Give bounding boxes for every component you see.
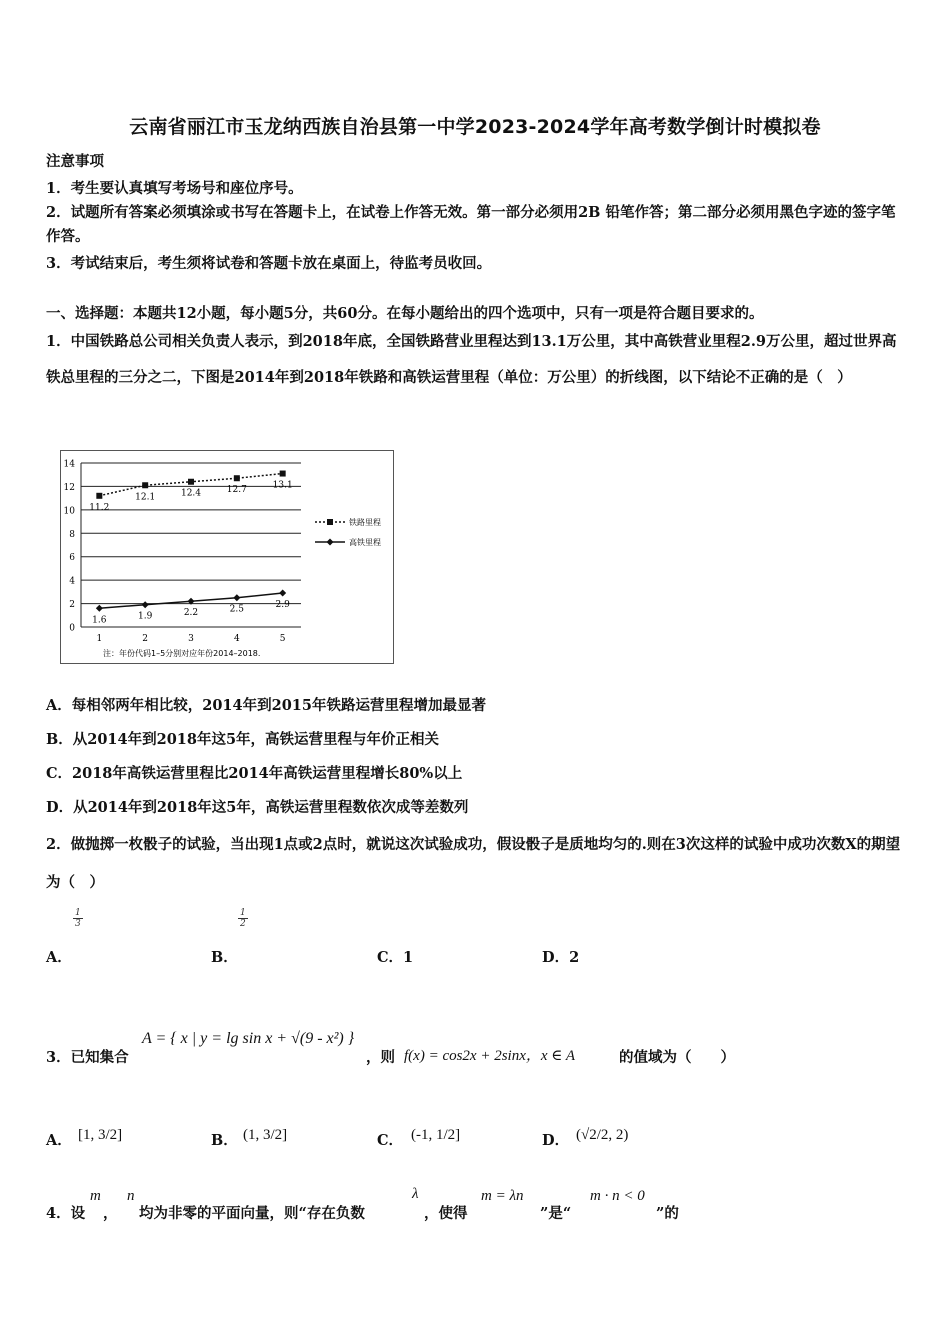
railway-point [188,479,194,485]
q3-function: f(x) = cos2x + 2sinx，x ∈ A [404,1048,576,1064]
section-heading: 一、选择题：本题共12小题，每小题5分，共60分。在每小题给出的四个选项中，只有一项是符合题目要求的。 [46,305,764,322]
q4-condition-2: m · n < 0 [590,1188,645,1204]
railway-point [142,482,148,488]
q3-option-a-label[interactable]: A． [46,1132,72,1149]
q4-text-4: ”的 [656,1205,679,1222]
line-chart [60,450,394,664]
q2-option-c[interactable]: C．1 [377,949,414,966]
q3-option-c-label[interactable]: C． [377,1132,404,1149]
highspeed-point [233,594,240,601]
y-tick-label: 12 [63,482,75,493]
q2-a-fraction: $\frac{1}{3}$ [75,908,81,929]
q4-text-3: ”是“ [540,1205,572,1222]
q3-set-expression: A = { x | y = lg sin x + √(9 - x²) } [142,1030,355,1047]
q3-option-b-value[interactable]: (1, 3/2] [243,1127,288,1143]
chart-note: 注：年份代码1–5分别对应年份2014–2018. [103,649,261,658]
highspeed-data-label: 2.9 [275,600,290,611]
railway-data-label: 13.1 [272,480,293,491]
legend-railway-marker [327,519,333,525]
y-tick-label: 8 [69,529,75,540]
railway-point [96,493,102,499]
q3-mid: ，则 [366,1049,395,1066]
q4-vector-n: n [127,1188,135,1204]
highspeed-point [279,590,286,597]
q4-text-1: 均为非零的平面向量，则“存在负数 [139,1205,365,1222]
legend-highspeed-label: 高铁里程 [349,538,381,547]
q4-text-2: ，使得 [424,1205,468,1222]
x-tick-label: 3 [188,634,194,644]
x-tick-label: 4 [233,634,240,644]
notice-item-3: 3．考试结束后，考生须将试卷和答题卡放在桌面上，待监考员收回。 [46,255,492,272]
x-tick-label: 5 [279,634,286,644]
notice-heading: 注意事项 [46,153,104,170]
highspeed-point [96,605,103,612]
railway-point [280,471,286,477]
q3-option-d-value[interactable]: (√2/2, 2) [576,1127,629,1143]
q3-option-b-label[interactable]: B． [211,1132,238,1149]
notice-item-1: 1．考生要认真填写考场号和座位序号。 [46,180,303,197]
q4-lambda: λ [412,1186,419,1202]
q1-option-c[interactable]: C．2018年高铁运营里程比2014年高铁运营里程增长80%以上 [46,765,463,782]
chart-svg [61,451,393,663]
q1-option-b[interactable]: B．从2014年到2018年这5年，高铁运营里程与年价正相关 [46,731,440,748]
q3-option-c-value[interactable]: (-1, 1/2] [411,1127,461,1143]
q2-option-d[interactable]: D．2 [542,949,580,966]
q3-option-d-label[interactable]: D． [542,1132,570,1149]
railway-data-label: 12.4 [180,488,202,499]
highspeed-data-label: 2.5 [229,604,244,615]
y-tick-label: 6 [69,553,75,564]
q4-comma: ， [103,1205,118,1222]
q3-option-a-value[interactable]: [1, 3/2] [78,1127,123,1143]
q4-condition-1: m = λn [481,1188,524,1204]
q4-prefix: 4．设 [46,1205,86,1222]
q1-option-a[interactable]: A．每相邻两年相比较，2014年到2015年铁路运营里程增加最显著 [46,697,486,714]
q3-prefix: 3．已知集合 [46,1049,129,1066]
highspeed-point [142,601,149,608]
highspeed-data-label: 1.9 [138,611,153,622]
y-tick-label: 10 [63,506,75,517]
x-tick-label: 2 [142,634,149,644]
y-tick-label: 14 [63,459,75,470]
notice-item-2: 2．试题所有答案必须填涂或书写在答题卡上，在试卷上作答无效。第一部分必须用2B 铅笔作答；第二部分必须用黑色字迹的签字笔作答。 [46,204,896,245]
q4-vector-m: m [90,1188,101,1204]
legend-railway-label: 铁路里程 [349,518,381,527]
y-tick-label: 0 [69,623,75,634]
q2-option-b[interactable]: B． [211,949,238,966]
legend-highspeed-marker [327,539,334,546]
question-1-stem: 1．中国铁路总公司相关负责人表示，到2018年底，全国铁路营业里程达到13.1万公里，其中高铁营业里程2.9万公里，超过世界高铁总里程的三分之二，下图是2014年到2018年铁路和高铁运营里程（单位：万公里）的折线图，以下结论不正确的是（ ） [46,333,897,386]
highspeed-data-label: 1.6 [92,615,107,626]
q1-option-d[interactable]: D．从2014年到2018年这5年，高铁运营里程数依次成等差数列 [46,799,469,816]
highspeed-data-label: 2.2 [183,608,199,619]
question-2-stem: 2．做抛掷一枚骰子的试验，当出现1点或2点时，就说这次试验成功，假设骰子是质地均匀的.则在3次这样的试验中成功次数X的期望为（ ） [46,836,901,891]
railway-data-label: 12.7 [226,485,247,496]
q2-b-fraction: $\frac{1}{2}$ [240,908,246,929]
x-tick-label: 1 [96,634,103,644]
page-title: 云南省丽江市玉龙纳西族自治县第一中学2023-2024学年高考数学倒计时模拟卷 [129,116,821,138]
y-tick-label: 2 [69,600,75,611]
railway-point [234,475,240,481]
railway-data-label: 11.2 [89,502,110,513]
railway-data-label: 12.1 [135,492,156,503]
q2-option-a[interactable]: A． [46,949,72,966]
y-tick-label: 4 [69,576,75,587]
q3-suffix: 的值域为（ ） [619,1049,735,1066]
